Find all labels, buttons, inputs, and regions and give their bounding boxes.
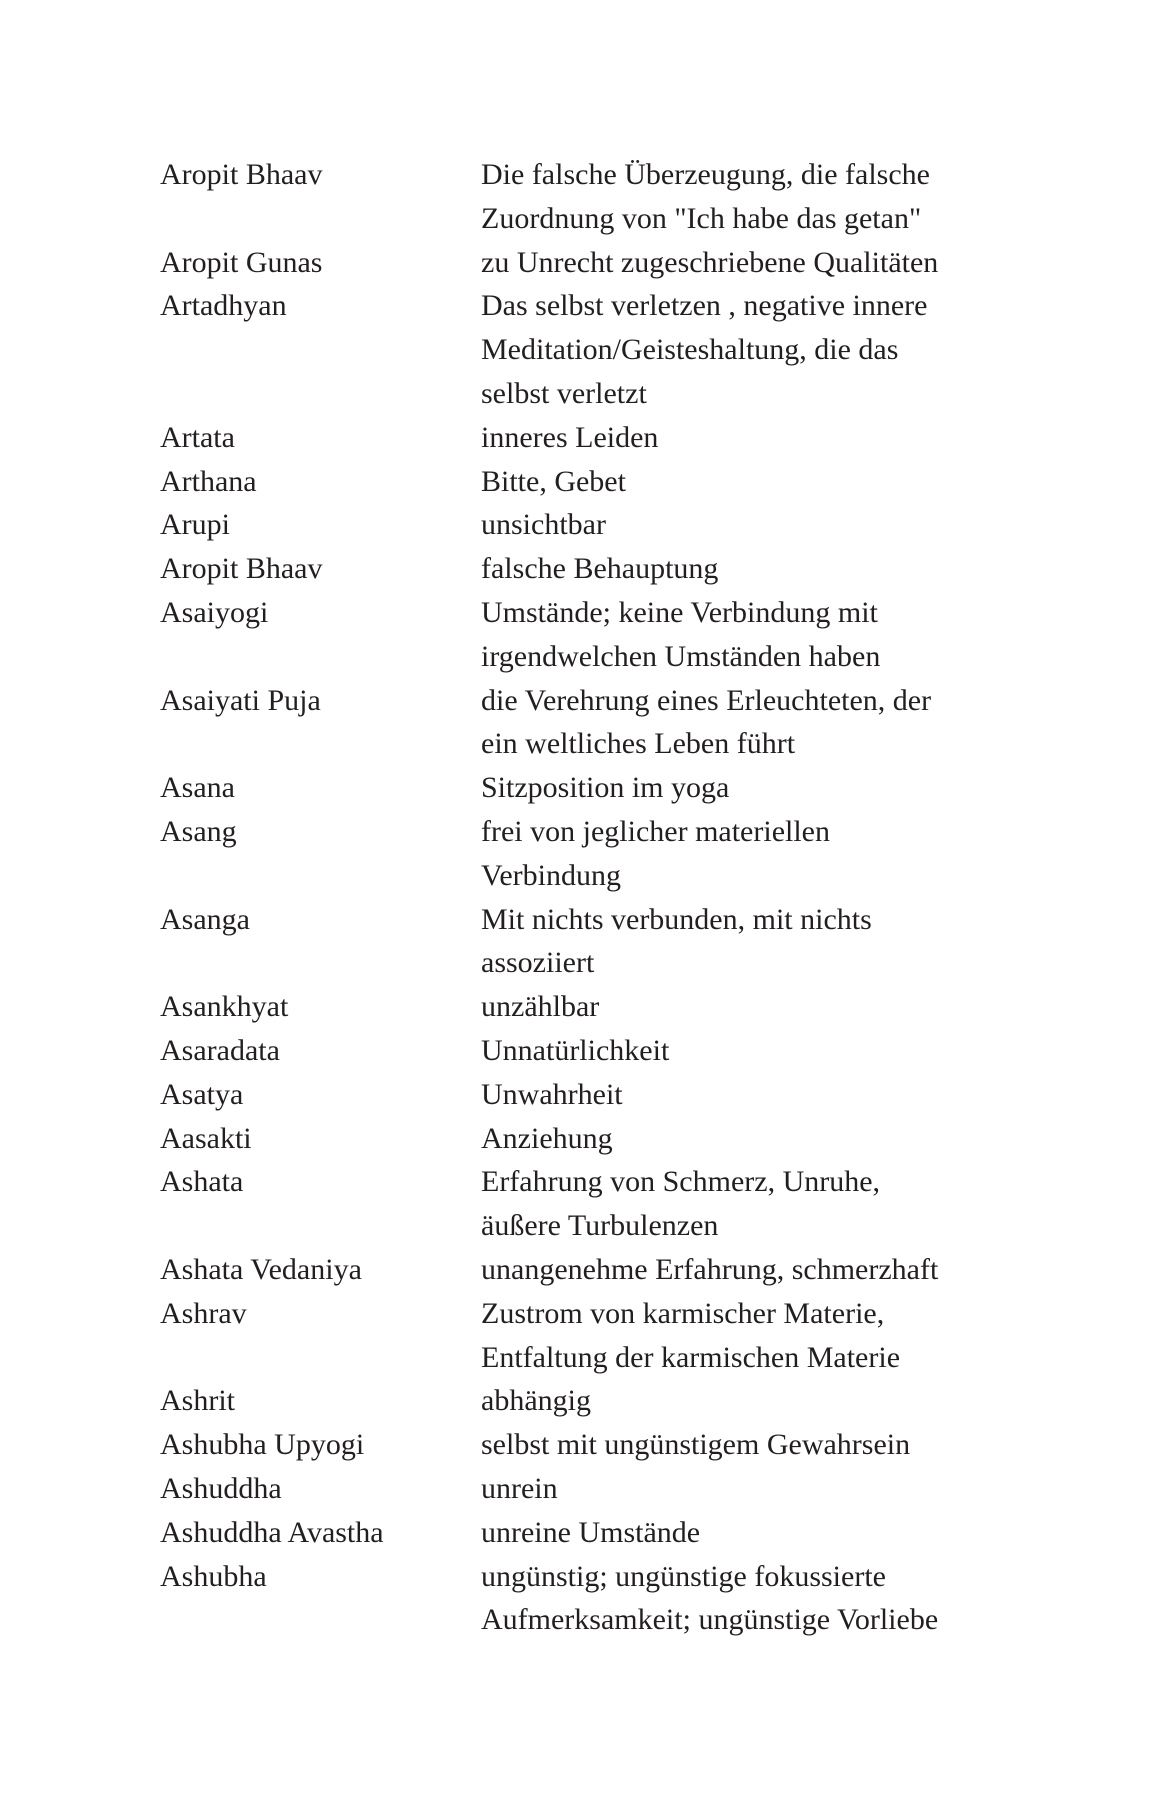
glossary-entry bbox=[160, 1555, 1060, 1643]
definition-line: frei von jeglicher materiellen bbox=[481, 814, 830, 848]
glossary-entry bbox=[160, 1292, 1060, 1380]
glossary-entry bbox=[160, 416, 1060, 460]
glossary-term: Ashrav bbox=[160, 1296, 247, 1330]
glossary-entry bbox=[160, 1467, 1060, 1511]
glossary-term: Asatya bbox=[160, 1077, 244, 1111]
glossary-definition bbox=[481, 1511, 700, 1555]
definition-line: Das selbst verletzen , negative innere bbox=[481, 289, 928, 323]
definition-line: inneres Leiden bbox=[481, 420, 659, 454]
glossary-term: Asankhyat bbox=[160, 990, 289, 1024]
glossary-entry bbox=[160, 547, 1060, 591]
glossary-definition bbox=[481, 898, 872, 986]
definition-line: unsichtbar bbox=[481, 508, 606, 542]
glossary-term: Ashuddha Avastha bbox=[160, 1515, 384, 1549]
glossary-definition bbox=[481, 1117, 613, 1161]
glossary-term: Ashata bbox=[160, 1165, 244, 1199]
glossary-definition bbox=[481, 1555, 938, 1643]
definition-line: Umstände; keine Verbindung mit bbox=[481, 595, 878, 629]
glossary-entry bbox=[160, 153, 1060, 241]
definition-line: Zustrom von karmischer Materie, bbox=[481, 1296, 885, 1330]
glossary-entry bbox=[160, 1029, 1060, 1073]
definition-line: Erfahrung von Schmerz, Unruhe, bbox=[481, 1165, 881, 1199]
glossary-definition bbox=[481, 591, 880, 679]
glossary-term: Aropit Bhaav bbox=[160, 552, 323, 586]
glossary-term: Artadhyan bbox=[160, 289, 287, 323]
definition-line: Entfaltung der karmischen Materie bbox=[481, 1340, 901, 1374]
glossary-definition bbox=[481, 679, 931, 767]
glossary-entry bbox=[160, 1160, 1060, 1248]
glossary-term: Asang bbox=[160, 814, 237, 848]
glossary-definition bbox=[481, 1248, 938, 1292]
glossary-entry bbox=[160, 503, 1060, 547]
glossary-entry bbox=[160, 810, 1060, 898]
definition-line: Bitte, Gebet bbox=[481, 464, 626, 498]
glossary-term: Asaiyati Puja bbox=[160, 683, 321, 717]
glossary-definition bbox=[481, 1467, 558, 1511]
glossary-term: Ashata Vedaniya bbox=[160, 1252, 362, 1286]
glossary-definition bbox=[481, 985, 599, 1029]
glossary-definition bbox=[481, 1423, 910, 1467]
glossary-entry bbox=[160, 241, 1060, 285]
definition-line: unrein bbox=[481, 1471, 558, 1505]
glossary-definition bbox=[481, 1379, 591, 1423]
glossary-entry bbox=[160, 1379, 1060, 1423]
glossary-definition bbox=[481, 766, 729, 810]
definition-line: Unwahrheit bbox=[481, 1077, 623, 1111]
glossary-term: Aropit Gunas bbox=[160, 245, 323, 279]
definition-line: unangenehme Erfahrung, schmerzhaft bbox=[481, 1252, 939, 1286]
definition-line: Sitzposition im yoga bbox=[481, 771, 730, 805]
definition-line: ein weltliches Leben führt bbox=[481, 727, 796, 761]
glossary-definition bbox=[481, 460, 626, 504]
glossary-definition bbox=[481, 241, 938, 285]
definition-line: selbst mit ungünstigem Gewahrsein bbox=[481, 1428, 911, 1462]
glossary-entry bbox=[160, 1511, 1060, 1555]
glossary-entry bbox=[160, 1117, 1060, 1161]
glossary-definition bbox=[481, 1160, 880, 1248]
glossary-definition bbox=[481, 503, 606, 547]
glossary-entry bbox=[160, 898, 1060, 986]
definition-line: Meditation/Geisteshaltung, die das bbox=[481, 333, 899, 367]
glossary-entry bbox=[160, 1248, 1060, 1292]
glossary-list bbox=[160, 153, 1060, 1642]
glossary-term: Ashuddha bbox=[160, 1471, 282, 1505]
glossary-term: Arthana bbox=[160, 464, 257, 498]
definition-line: ungünstig; ungünstige fokussierte bbox=[481, 1559, 886, 1593]
glossary-term: Asana bbox=[160, 771, 235, 805]
glossary-term: Ashrit bbox=[160, 1384, 235, 1418]
definition-line: abhängig bbox=[481, 1384, 591, 1418]
definition-line: assoziiert bbox=[481, 946, 595, 980]
glossary-entry bbox=[160, 1423, 1060, 1467]
definition-line: Unnatürlichkeit bbox=[481, 1033, 670, 1067]
glossary-definition bbox=[481, 1029, 669, 1073]
glossary-term: Asaiyogi bbox=[160, 595, 269, 629]
definition-line: Die falsche Überzeugung, die falsche bbox=[481, 158, 930, 191]
definition-line: falsche Behauptung bbox=[481, 552, 719, 586]
glossary-term: Ashubha bbox=[160, 1559, 267, 1593]
definition-line: Aufmerksamkeit; ungünstige Vorliebe bbox=[481, 1603, 939, 1637]
definition-line: Mit nichts verbunden, mit nichts bbox=[481, 902, 872, 936]
definition-line: unreine Umstände bbox=[481, 1515, 701, 1549]
glossary-term: Arupi bbox=[160, 508, 230, 542]
glossary-definition bbox=[481, 1292, 900, 1380]
glossary-term: Aasakti bbox=[160, 1121, 252, 1155]
glossary-definition bbox=[481, 284, 927, 415]
glossary-entry bbox=[160, 766, 1060, 810]
definition-line: zu Unrecht zugeschriebene Qualitäten bbox=[481, 245, 939, 279]
definition-line: Anziehung bbox=[481, 1121, 613, 1155]
glossary-term: Ashubha Upyogi bbox=[160, 1428, 365, 1462]
glossary-term: Artata bbox=[160, 420, 235, 454]
glossary-term: Asaradata bbox=[160, 1033, 280, 1067]
definition-line: Verbindung bbox=[481, 858, 621, 892]
definition-line: irgendwelchen Umständen haben bbox=[481, 639, 881, 673]
glossary-entry bbox=[160, 985, 1060, 1029]
glossary-definition bbox=[481, 810, 830, 898]
glossary-definition bbox=[481, 1073, 623, 1117]
glossary-definition bbox=[481, 153, 930, 241]
definition-line: selbst verletzt bbox=[481, 376, 647, 410]
glossary-definition bbox=[481, 547, 718, 591]
glossary-definition bbox=[481, 416, 658, 460]
definition-line: Zuordnung von "Ich habe das getan" bbox=[481, 201, 922, 235]
glossary-entry bbox=[160, 284, 1060, 415]
glossary-entry bbox=[160, 591, 1060, 679]
glossary-entry bbox=[160, 679, 1060, 767]
definition-line: die Verehrung eines Erleuchteten, der bbox=[481, 683, 932, 717]
glossary-entry bbox=[160, 460, 1060, 504]
glossary-entry bbox=[160, 1073, 1060, 1117]
glossary-term: Aropit Bhaav bbox=[160, 158, 323, 191]
definition-line: unzählbar bbox=[481, 990, 600, 1024]
definition-line: äußere Turbulenzen bbox=[481, 1209, 719, 1243]
glossary-term: Asanga bbox=[160, 902, 250, 936]
